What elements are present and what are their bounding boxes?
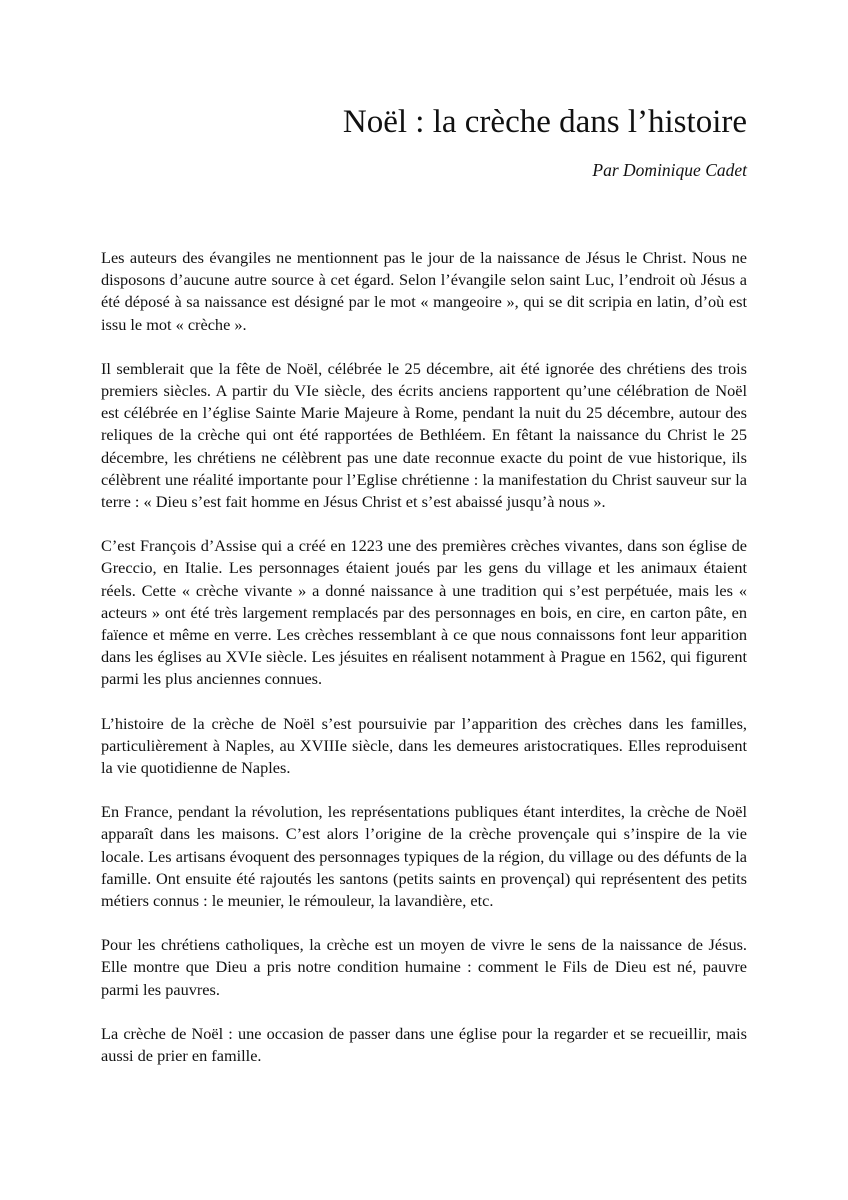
paragraph: En France, pendant la révolution, les représentations publiques étant interdites, la crèche de Noël apparaît dans les maisons. C’est alors l’origine de la crèche provençale qui s’inspire de la vie locale. Les artisans évoquent des personnages typiques de la région, du village ou des défunts de la famille. Ont ensuite été rajoutés les santons (petits saints en provençal) qui représentent des petits métiers connus : le meunier, le rémouleur, la lavandière, etc. [101,802,747,911]
paragraph: Les auteurs des évangiles ne mentionnent pas le jour de la naissance de Jésus le Christ. Nous ne disposons d’aucune autre source à cet égard. Selon l’évangile selon saint Luc, l’endroit où Jésus a été déposé à sa naissance est désigné par le mot « mangeoire », qui se dit scripia en latin, d’où est issu le mot « crèche ». [101,248,747,334]
document-body [101,247,747,1067]
paragraph: C’est François d’Assise qui a créé en 1223 une des premières crèches vivantes, dans son église de Greccio, en Italie. Les personnages étaient joués par les gens du village et les animaux étaient réels. Cette « crèche vivante » a donné naissance à une tradition qui s’est perpétuée, mais les « acteurs » ont été très largement remplacés par des personnages en bois, en cire, en carton pâte, en faïence et même en verre. Les crèches ressemblant à ce que nous connaissons font leur apparition dans les églises au XVIe siècle. Les jésuites en réalisent notamment à Prague en 1562, qui figurent parmi les plus anciennes connues. [101,536,747,689]
paragraph: Pour les chrétiens catholiques, la crèche est un moyen de vivre le sens de la naissance de Jésus. Elle montre que Dieu a pris notre condition humaine : comment le Fils de Dieu est né, pauvre parmi les pauvres. [101,935,747,999]
paragraph: Il semblerait que la fête de Noël, célébrée le 25 décembre, ait été ignorée des chrétiens des trois premiers siècles. A partir du VIe siècle, des écrits anciens rapportent qu’une célébration de Noël est célébrée en l’église Sainte Marie Majeure à Rome, pendant la nuit du 25 décembre, autour des reliques de la crèche qui ont été rapportées de Bethléem. En fêtant la naissance du Christ le 25 décembre, les chrétiens ne célèbrent pas une date reconnue exacte du point de vue historique, ils célèbrent une réalité importante pour l’Eglise chrétienne : la manifestation du Christ sauveur sur la terre : « Dieu s’est fait homme en Jésus Christ et s’est abaissé jusqu’à nous ». [101,358,747,512]
paragraph: La crèche de Noël : une occasion de passer dans une église pour la regarder et se recueillir, mais aussi de prier en famille. [101,1023,747,1066]
document-title: Noël : la crèche dans l’histoire [342,104,747,140]
paragraph: L’histoire de la crèche de Noël s’est poursuivie par l’apparition des crèches dans les familles, particulièrement à Naples, au XVIIIe siècle, dans les demeures aristocratiques. Elles reproduisent la vie quotidienne de Naples. [101,713,747,778]
document-author: Par Dominique Cadet [592,160,747,180]
